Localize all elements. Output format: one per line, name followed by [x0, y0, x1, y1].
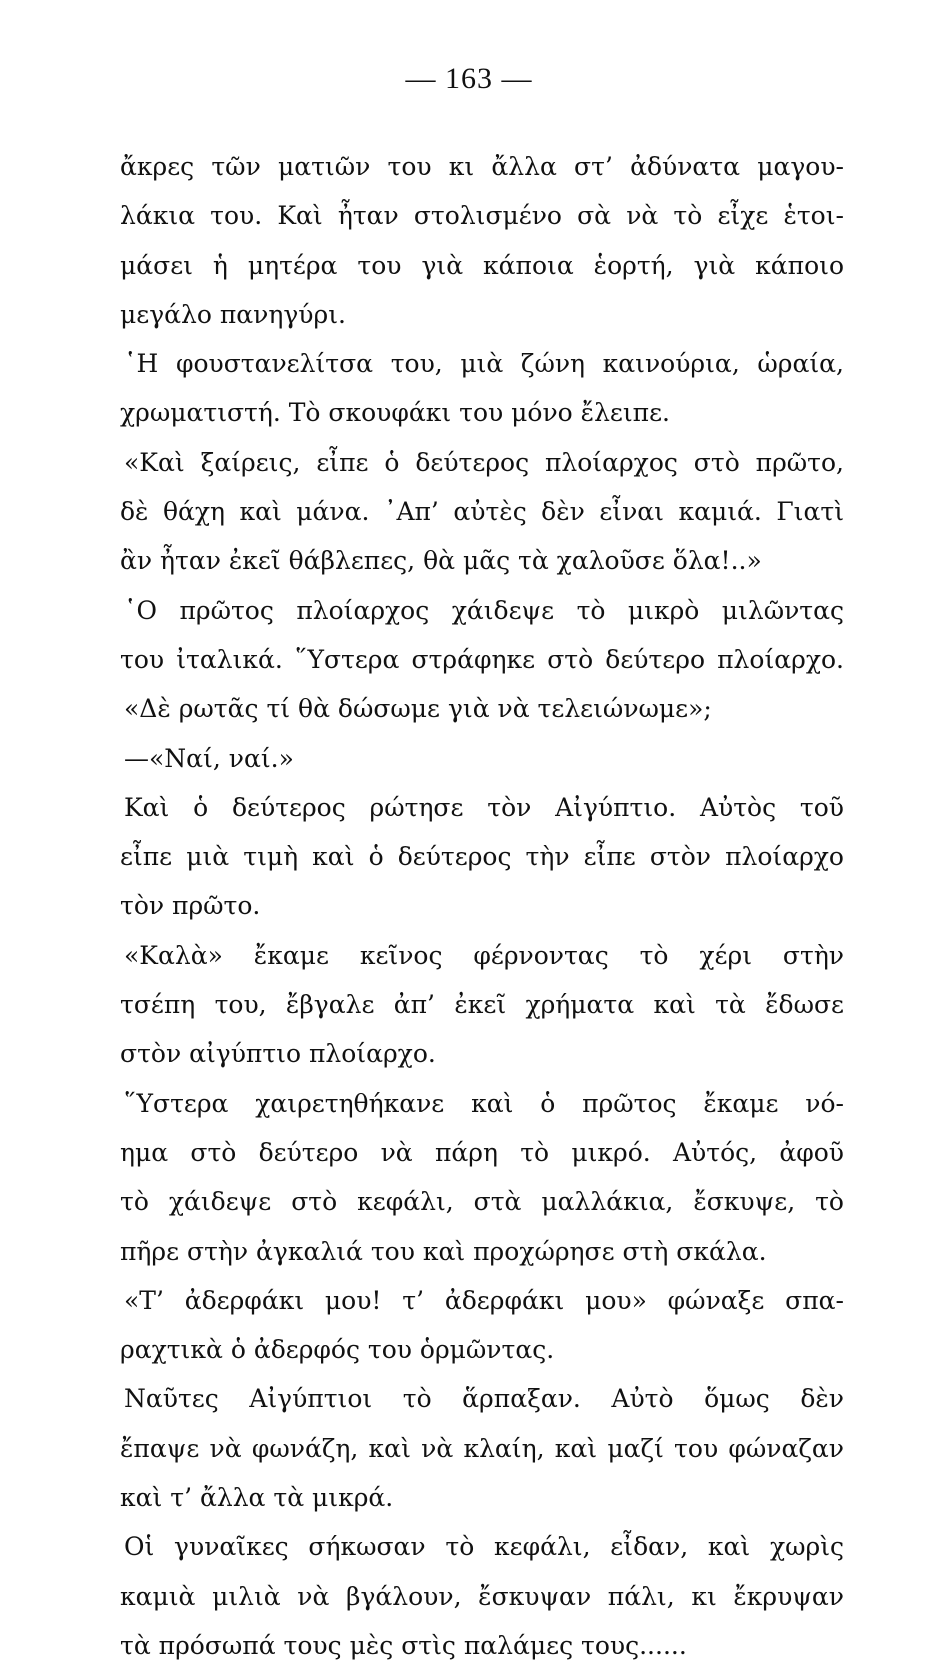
text-line: «Καλὰ» ἔκαμε κεῖνος φέρνοντας τὸ χέρι στὴν — [124, 940, 844, 970]
page-number: — 163 — — [405, 62, 533, 95]
text-line: καμιὰ μιλιὰ νὰ βγάλουν, ἔσκυψαν πάλι, κι ἔκρυψαν — [120, 1581, 844, 1611]
text-line: ἄκρες τῶν ματιῶν του κι ἄλλα στ’ ἀδύνατα μαγου- — [120, 152, 844, 181]
text-line: μεγάλο πανηγύρι. — [120, 299, 346, 329]
text-line: «Καὶ ξαίρεις, εἶπε ὁ δεύτερος πλοίαρχος στὸ πρῶτο, — [124, 447, 844, 477]
text-line: —«Ναί, ναί.» — [124, 743, 294, 773]
text-line: «Τ’ ἀδερφάκι μου! τ’ ἀδερφάκι μου» φώναξε σπα- — [124, 1285, 844, 1315]
text-line: δὲ θάχη καὶ μάνα. ᾿Απ’ αὐτὲς δὲν εἶναι καμιά. Γιατὶ — [120, 497, 844, 527]
body-text — [120, 142, 844, 1670]
text-line: μάσει ἡ μητέρα του γιὰ κάποια ἑορτή, γιὰ κάποιο — [120, 250, 844, 280]
text-line: λάκια του. Καὶ ἦταν στολισμένο σὰ νὰ τὸ εἶχε ἑτοι- — [120, 201, 844, 231]
text-line: ραχτικὰ ὁ ἀδερφός του ὁρμῶντας. — [120, 1335, 555, 1365]
text-line: πῆρε στὴν ἀγκαλιά του καὶ προχώρησε στὴ σκάλα. — [120, 1236, 767, 1266]
text-line: ἔπαψε νὰ φωνάζη, καὶ νὰ κλαίη, καὶ μαζί του φώναζαν — [120, 1433, 844, 1463]
text-line: τὸν πρῶτο. — [120, 891, 261, 921]
text-line: του ἰταλικά. ῞Υστερα στράφηκε στὸ δεύτερο πλοίαρχο. — [120, 644, 844, 674]
text-line: Οἱ γυναῖκες σήκωσαν τὸ κεφάλι, εἶδαν, καὶ χωρὶς — [124, 1532, 844, 1562]
text-line: εἶπε μιὰ τιμὴ καὶ ὁ δεύτερος τὴν εἶπε στὸν πλοίαρχο — [120, 842, 844, 872]
text-line: τὸ χάιδεψε στὸ κεφάλι, στὰ μαλλάκια, ἔσκυψε, τὸ — [120, 1187, 844, 1217]
text-line: τσέπη του, ἔβγαλε ἀπ’ ἐκεῖ χρήματα καὶ τὰ ἔδωσε — [120, 990, 844, 1020]
text-line: «Δὲ ρωτᾶς τί θὰ δώσωμε γιὰ νὰ τελειώνωμε»; — [124, 694, 712, 724]
text-line: καὶ τ’ ἄλλα τὰ μικρά. — [120, 1483, 394, 1513]
text-line: Καὶ ὁ δεύτερος ρώτησε τὸν Αἰγύπτιο. Αὐτὸς τοῦ — [124, 792, 844, 822]
text-line: ῞Υστερα χαιρετηθήκανε καὶ ὁ πρῶτος ἔκαμε νό- — [124, 1088, 844, 1118]
text-line: ημα στὸ δεύτερο νὰ πάρη τὸ μικρό. Αὐτός, ἀφοῦ — [120, 1137, 844, 1167]
text-line: στὸν αἰγύπτιο πλοίαρχο. — [120, 1039, 436, 1069]
text-line: ῾Ο πρῶτος πλοίαρχος χάιδεψε τὸ μικρὸ μιλῶντας — [124, 595, 844, 625]
text-line: Ναῦτες Αἰγύπτιοι τὸ ἅρπαξαν. Αὐτὸ ὅμως δὲν — [124, 1384, 844, 1414]
text-line: τὰ πρόσωπά τους μὲς στὶς παλάμες τους...... — [120, 1630, 687, 1660]
text-line: χρωματιστή. Τὸ σκουφάκι του μόνο ἔλειπε. — [120, 398, 670, 428]
text-line: ῾Η φουστανελίτσα του, μιὰ ζώνη καινούρια, ὡραία, — [124, 349, 844, 379]
text-line: ἂν ἦταν ἐκεῖ θάβλεπες, θὰ μᾶς τὰ χαλοῦσε ὅλα!..» — [120, 546, 762, 576]
